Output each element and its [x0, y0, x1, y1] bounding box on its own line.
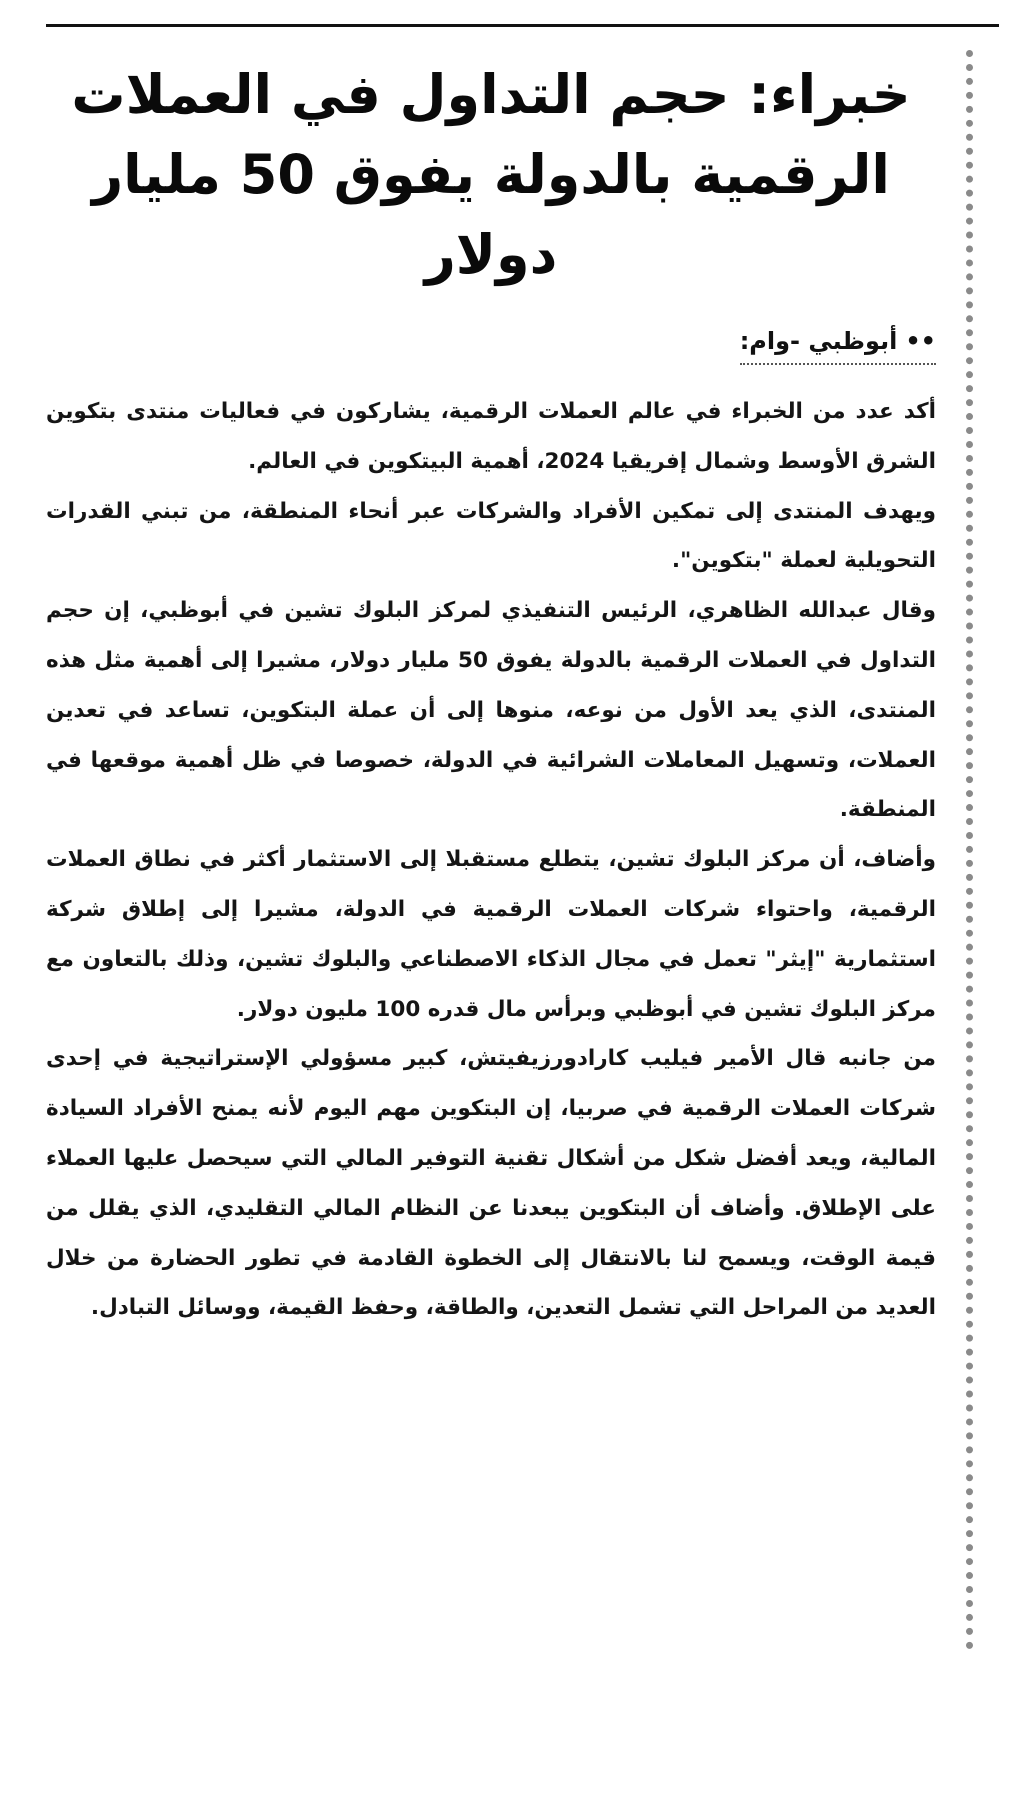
article-body — [46, 387, 936, 1333]
column-dotted-rule — [966, 50, 973, 1650]
paragraph: من جانبه قال الأمير فيليب كارادورزيفيتش، كبير مسؤولي الإستراتيجية في إحدى شركات العملات الرقمية في صربيا، إن البتكوين مهم اليوم لأنه يمنح الأفراد السيادة المالية، ويعد أفضل شكل من أشكال تقنية التوفير المالي التي سيحصل عليها العملاء على الإطلاق. وأضاف أن البتكوين يبعدنا عن النظام المالي التقليدي، الذي يقلل من قيمة الوقت، ويسمح لنا بالانتقال إلى الخطوة القادمة في تطور الحضارة من خلال العديد من المراحل التي تشمل التعدين، والطاقة، وحفظ القيمة، ووسائل التبادل. — [46, 1046, 936, 1321]
news-article — [46, 55, 936, 1333]
dateline-box — [740, 323, 936, 365]
dateline-text: أبوظبي -وام: — [739, 327, 898, 355]
paragraph: أكد عدد من الخبراء في عالم العملات الرقمية، يشاركون في فعاليات منتدى بتكوين الشرق الأوسط وشمال إفريقيا 2024، أهمية البيتكوين في العالم. — [46, 399, 936, 474]
top-rule — [46, 24, 999, 27]
dateline-bullet: •• — [905, 327, 936, 355]
paragraph: ويهدف المنتدى إلى تمكين الأفراد والشركات عبر أنحاء المنطقة، من تبني القدرات التحويلية لعملة "بتكوين". — [46, 498, 936, 574]
paragraph: وقال عبدالله الظاهري، الرئيس التنفيذي لمركز البلوك تشين في أبوظبي، إن حجم التداول في العملات الرقمية بالدولة يفوق 50 مليار دولار، مشيرا إلى أهمية مثل هذه المنتدى، الذي يعد الأول من نوعه، منوها إلى أن عملة البتكوين، تساعد في تعدين العملات، وتسهيل المعاملات الشرائية في الدولة، خصوصا في ظل أهمية موقعها في المنطقة. — [46, 598, 936, 823]
paragraph: وأضاف، أن مركز البلوك تشين، يتطلع مستقبلا إلى الاستثمار أكثر في نطاق العملات الرقمية، واحتواء شركات العملات الرقمية في الدولة، مشيرا إلى إطلاق شركة استثمارية "إيثر" تعمل في مجال الذكاء الاصطناعي والبلوك تشين، وذلك بالتعاون مع مركز البلوك تشين في أبوظبي وبرأس مال قدره 100 مليون دولار. — [46, 847, 936, 1022]
dateline — [46, 323, 936, 365]
headline: خبراء: حجم التداول في العملات الرقمية بالدولة يفوق 50 مليار دولار — [71, 63, 911, 286]
